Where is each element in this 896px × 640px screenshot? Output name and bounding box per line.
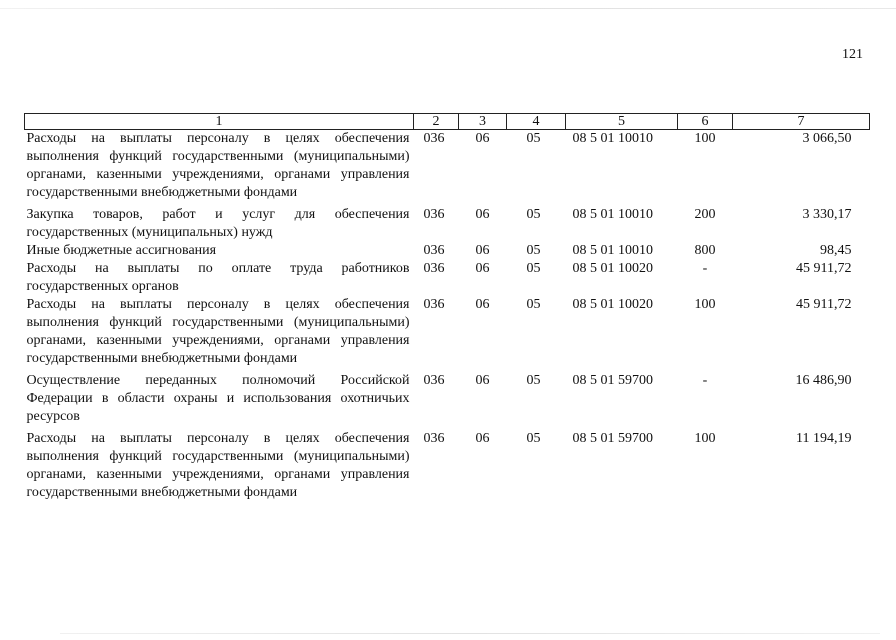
row-section-code: 06 <box>475 431 490 446</box>
row-description: Расходы на выплаты персоналу в целях обеспечения выполнения функций государственными (муниципальными) органами, казенными учреждениями, органами управления государственными внебюджетными фондами <box>26 431 410 500</box>
row-subsection-code: 05 <box>526 261 541 276</box>
row-ministry-code: 036 <box>423 431 445 446</box>
row-section-code: 06 <box>475 261 490 276</box>
row-ministry-code: 036 <box>423 207 445 222</box>
row-amount: 45 911,72 <box>796 261 852 276</box>
row-expense-type: 800 <box>694 243 716 258</box>
table-row <box>25 260 870 296</box>
row-expense-type: 100 <box>694 431 716 446</box>
table-row <box>25 430 870 506</box>
row-description: Расходы на выплаты по оплате труда работников государственных органов <box>26 261 410 294</box>
row-section-code: 06 <box>475 297 490 312</box>
row-description: Расходы на выплаты персоналу в целях обеспечения выполнения функций государственными (муниципальными) органами, казенными учреждениями, органами управления государственными внебюджетными фондами <box>26 297 410 366</box>
row-amount: 3 066,50 <box>802 131 852 146</box>
row-target-article: 08 5 01 10010 <box>572 243 653 258</box>
row-amount: 16 486,90 <box>795 373 852 388</box>
header-col-1: 1 <box>25 114 414 130</box>
row-expense-type: - <box>702 373 708 388</box>
row-subsection-code: 05 <box>526 131 541 146</box>
row-ministry-code: 036 <box>423 243 445 258</box>
row-target-article: 08 5 01 59700 <box>572 431 653 446</box>
scan-bottom-edge <box>60 633 880 634</box>
row-amount: 3 330,17 <box>802 207 852 222</box>
row-target-article: 08 5 01 10010 <box>572 131 653 146</box>
row-target-article: 08 5 01 10010 <box>572 207 653 222</box>
row-target-article: 08 5 01 59700 <box>572 373 653 388</box>
row-expense-type: - <box>702 261 708 276</box>
row-subsection-code: 05 <box>526 373 541 388</box>
row-expense-type: 200 <box>694 207 716 222</box>
row-section-code: 06 <box>475 131 490 146</box>
row-expense-type: 100 <box>694 131 716 146</box>
row-ministry-code: 036 <box>423 297 445 312</box>
row-description: Иные бюджетные ассигнования <box>26 243 217 258</box>
row-section-code: 06 <box>475 373 490 388</box>
row-amount: 98,45 <box>820 243 852 258</box>
row-description: Расходы на выплаты персоналу в целях обеспечения выполнения функций государственными (муниципальными) органами, казенными учреждениями, органами управления государственными внебюджетными фондами <box>26 131 410 200</box>
header-col-7: 7 <box>733 114 870 130</box>
scan-top-edge <box>0 8 896 9</box>
row-amount: 45 911,72 <box>796 297 852 312</box>
row-target-article: 08 5 01 10020 <box>572 297 653 312</box>
row-subsection-code: 05 <box>526 297 541 312</box>
row-amount: 11 194,19 <box>796 431 852 446</box>
row-subsection-code: 05 <box>526 207 541 222</box>
row-target-article: 08 5 01 10020 <box>572 261 653 276</box>
row-subsection-code: 05 <box>526 431 541 446</box>
table-row <box>25 130 870 207</box>
row-ministry-code: 036 <box>423 373 445 388</box>
table-row <box>25 242 870 260</box>
table-header-row <box>25 114 870 130</box>
header-col-6: 6 <box>678 114 733 130</box>
header-col-3: 3 <box>459 114 507 130</box>
row-ministry-code: 036 <box>423 261 445 276</box>
row-description: Закупка товаров, работ и услуг для обеспечения государственных (муниципальных) нужд <box>26 207 410 240</box>
table-row <box>25 206 870 242</box>
row-description: Осуществление переданных полномочий Российской Федерации в области охраны и использования охотничьих ресурсов <box>26 373 410 424</box>
header-col-4: 4 <box>507 114 566 130</box>
budget-table <box>24 113 870 506</box>
row-ministry-code: 036 <box>423 131 445 146</box>
header-col-2: 2 <box>414 114 459 130</box>
header-col-5: 5 <box>566 114 678 130</box>
row-section-code: 06 <box>475 207 490 222</box>
table-row <box>25 372 870 430</box>
row-subsection-code: 05 <box>526 243 541 258</box>
row-expense-type: 100 <box>694 297 716 312</box>
page-number: 121 <box>842 47 863 62</box>
table-row <box>25 296 870 372</box>
row-section-code: 06 <box>475 243 490 258</box>
